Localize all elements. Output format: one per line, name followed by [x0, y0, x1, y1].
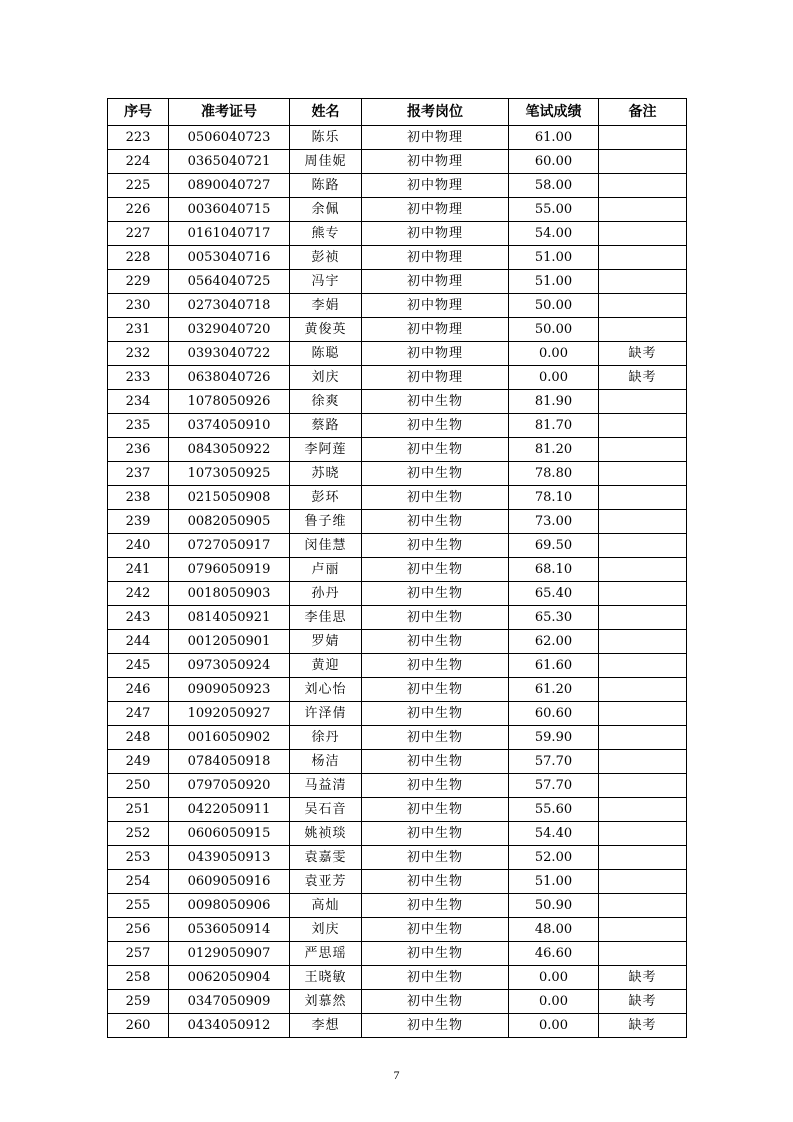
cell-ticket: 0638040726: [169, 366, 290, 390]
table-row: [108, 894, 687, 918]
cell-seq: 246: [108, 678, 169, 702]
cell-note: [599, 222, 687, 246]
cell-ticket: 0564040725: [169, 270, 290, 294]
cell-ticket: 0098050906: [169, 894, 290, 918]
cell-score: 0.00: [509, 366, 599, 390]
cell-name: 刘心怡: [290, 678, 362, 702]
cell-ticket: 0434050912: [169, 1014, 290, 1038]
table-row: [108, 534, 687, 558]
cell-ticket: 0016050902: [169, 726, 290, 750]
cell-name: 杨洁: [290, 750, 362, 774]
cell-note: [599, 846, 687, 870]
cell-name: 周佳妮: [290, 150, 362, 174]
header-post: 报考岗位: [362, 99, 509, 126]
cell-name: 陈聪: [290, 342, 362, 366]
cell-post: 初中生物: [362, 606, 509, 630]
cell-note: [599, 558, 687, 582]
cell-name: 刘慕然: [290, 990, 362, 1014]
cell-score: 65.40: [509, 582, 599, 606]
table-row: [108, 414, 687, 438]
cell-score: 65.30: [509, 606, 599, 630]
cell-score: 54.00: [509, 222, 599, 246]
cell-note: 缺考: [599, 990, 687, 1014]
table-row: [108, 462, 687, 486]
cell-post: 初中生物: [362, 774, 509, 798]
cell-name: 黄迎: [290, 654, 362, 678]
cell-note: 缺考: [599, 342, 687, 366]
cell-post: 初中生物: [362, 750, 509, 774]
cell-seq: 237: [108, 462, 169, 486]
cell-post: 初中生物: [362, 462, 509, 486]
cell-ticket: 0506040723: [169, 126, 290, 150]
cell-seq: 238: [108, 486, 169, 510]
cell-note: [599, 630, 687, 654]
cell-post: 初中物理: [362, 150, 509, 174]
cell-ticket: 0329040720: [169, 318, 290, 342]
cell-seq: 258: [108, 966, 169, 990]
table-row: [108, 726, 687, 750]
cell-seq: 247: [108, 702, 169, 726]
cell-name: 卢丽: [290, 558, 362, 582]
table-row: [108, 366, 687, 390]
cell-post: 初中生物: [362, 678, 509, 702]
table-row: [108, 486, 687, 510]
cell-note: [599, 510, 687, 534]
header-name: 姓名: [290, 99, 362, 126]
table-row: [108, 246, 687, 270]
cell-ticket: 0365040721: [169, 150, 290, 174]
cell-seq: 239: [108, 510, 169, 534]
cell-name: 李娟: [290, 294, 362, 318]
cell-seq: 230: [108, 294, 169, 318]
cell-post: 初中物理: [362, 294, 509, 318]
cell-seq: 250: [108, 774, 169, 798]
cell-note: [599, 462, 687, 486]
cell-score: 59.90: [509, 726, 599, 750]
header-ticket: 准考证号: [169, 99, 290, 126]
cell-ticket: 0036040715: [169, 198, 290, 222]
cell-ticket: 0374050910: [169, 414, 290, 438]
cell-note: [599, 798, 687, 822]
table-row: [108, 606, 687, 630]
cell-score: 0.00: [509, 1014, 599, 1038]
cell-score: 50.00: [509, 318, 599, 342]
cell-name: 袁亚芳: [290, 870, 362, 894]
table-row: [108, 150, 687, 174]
results-sheet: [107, 98, 686, 1038]
table-row: [108, 822, 687, 846]
table-row: [108, 846, 687, 870]
table-row: [108, 990, 687, 1014]
cell-post: 初中生物: [362, 438, 509, 462]
cell-score: 51.00: [509, 270, 599, 294]
table-row: [108, 918, 687, 942]
table-row: [108, 774, 687, 798]
table-row: [108, 342, 687, 366]
cell-seq: 252: [108, 822, 169, 846]
cell-post: 初中物理: [362, 126, 509, 150]
cell-seq: 248: [108, 726, 169, 750]
cell-name: 余佩: [290, 198, 362, 222]
cell-score: 81.90: [509, 390, 599, 414]
cell-ticket: 0012050901: [169, 630, 290, 654]
cell-note: [599, 750, 687, 774]
cell-score: 50.00: [509, 294, 599, 318]
header-note: 备注: [599, 99, 687, 126]
cell-score: 78.80: [509, 462, 599, 486]
cell-post: 初中生物: [362, 942, 509, 966]
cell-ticket: 0536050914: [169, 918, 290, 942]
header-score: 笔试成绩: [509, 99, 599, 126]
cell-seq: 232: [108, 342, 169, 366]
cell-note: [599, 942, 687, 966]
cell-note: [599, 438, 687, 462]
cell-score: 73.00: [509, 510, 599, 534]
cell-note: 缺考: [599, 1014, 687, 1038]
cell-score: 51.00: [509, 870, 599, 894]
table-row: [108, 654, 687, 678]
cell-post: 初中生物: [362, 918, 509, 942]
cell-note: [599, 918, 687, 942]
cell-score: 60.00: [509, 150, 599, 174]
cell-score: 0.00: [509, 966, 599, 990]
cell-name: 严思瑶: [290, 942, 362, 966]
cell-ticket: 0161040717: [169, 222, 290, 246]
cell-seq: 227: [108, 222, 169, 246]
cell-score: 61.60: [509, 654, 599, 678]
cell-name: 姚祯琰: [290, 822, 362, 846]
cell-post: 初中生物: [362, 414, 509, 438]
cell-note: [599, 246, 687, 270]
cell-note: [599, 678, 687, 702]
header-seq: 序号: [108, 99, 169, 126]
cell-note: [599, 654, 687, 678]
cell-name: 马益清: [290, 774, 362, 798]
cell-name: 彭环: [290, 486, 362, 510]
cell-seq: 235: [108, 414, 169, 438]
cell-score: 57.70: [509, 750, 599, 774]
cell-note: [599, 894, 687, 918]
cell-ticket: 0784050918: [169, 750, 290, 774]
cell-note: [599, 534, 687, 558]
cell-name: 李阿莲: [290, 438, 362, 462]
exam-results-table: [107, 98, 687, 1038]
cell-name: 鲁子维: [290, 510, 362, 534]
cell-post: 初中生物: [362, 558, 509, 582]
cell-seq: 260: [108, 1014, 169, 1038]
cell-post: 初中生物: [362, 966, 509, 990]
table-row: [108, 798, 687, 822]
cell-note: 缺考: [599, 366, 687, 390]
cell-ticket: 0797050920: [169, 774, 290, 798]
cell-seq: 226: [108, 198, 169, 222]
cell-score: 62.00: [509, 630, 599, 654]
cell-note: [599, 150, 687, 174]
cell-ticket: 1078050926: [169, 390, 290, 414]
cell-note: [599, 126, 687, 150]
cell-note: [599, 270, 687, 294]
cell-post: 初中生物: [362, 582, 509, 606]
cell-ticket: 0727050917: [169, 534, 290, 558]
cell-post: 初中生物: [362, 486, 509, 510]
cell-seq: 244: [108, 630, 169, 654]
cell-post: 初中生物: [362, 846, 509, 870]
page-number: 7: [393, 1068, 400, 1082]
cell-score: 61.20: [509, 678, 599, 702]
cell-post: 初中生物: [362, 822, 509, 846]
cell-name: 苏晓: [290, 462, 362, 486]
cell-post: 初中物理: [362, 342, 509, 366]
cell-post: 初中物理: [362, 174, 509, 198]
cell-seq: 223: [108, 126, 169, 150]
cell-score: 57.70: [509, 774, 599, 798]
cell-score: 46.60: [509, 942, 599, 966]
table-row: [108, 942, 687, 966]
cell-ticket: 1092050927: [169, 702, 290, 726]
cell-post: 初中物理: [362, 198, 509, 222]
cell-ticket: 0609050916: [169, 870, 290, 894]
cell-seq: 225: [108, 174, 169, 198]
cell-note: 缺考: [599, 966, 687, 990]
table-row: [108, 438, 687, 462]
cell-seq: 257: [108, 942, 169, 966]
cell-seq: 255: [108, 894, 169, 918]
table-row: [108, 222, 687, 246]
cell-post: 初中生物: [362, 630, 509, 654]
cell-note: [599, 822, 687, 846]
table-row: [108, 582, 687, 606]
cell-ticket: 0843050922: [169, 438, 290, 462]
cell-score: 54.40: [509, 822, 599, 846]
cell-seq: 251: [108, 798, 169, 822]
cell-post: 初中生物: [362, 726, 509, 750]
cell-ticket: 0393040722: [169, 342, 290, 366]
cell-score: 51.00: [509, 246, 599, 270]
cell-post: 初中物理: [362, 318, 509, 342]
cell-name: 王晓敏: [290, 966, 362, 990]
cell-post: 初中生物: [362, 654, 509, 678]
cell-ticket: 0273040718: [169, 294, 290, 318]
table-row: [108, 390, 687, 414]
cell-seq: 259: [108, 990, 169, 1014]
cell-name: 刘庆: [290, 918, 362, 942]
cell-note: [599, 726, 687, 750]
cell-seq: 224: [108, 150, 169, 174]
cell-post: 初中物理: [362, 366, 509, 390]
cell-score: 69.50: [509, 534, 599, 558]
cell-note: [599, 870, 687, 894]
cell-note: [599, 582, 687, 606]
cell-seq: 256: [108, 918, 169, 942]
cell-name: 闵佳慧: [290, 534, 362, 558]
cell-name: 许泽倩: [290, 702, 362, 726]
cell-note: [599, 606, 687, 630]
cell-post: 初中生物: [362, 390, 509, 414]
cell-name: 彭祯: [290, 246, 362, 270]
cell-post: 初中生物: [362, 990, 509, 1014]
cell-ticket: 0215050908: [169, 486, 290, 510]
cell-seq: 243: [108, 606, 169, 630]
cell-name: 蔡路: [290, 414, 362, 438]
cell-ticket: 0129050907: [169, 942, 290, 966]
cell-note: [599, 390, 687, 414]
cell-ticket: 0814050921: [169, 606, 290, 630]
table-row: [108, 198, 687, 222]
cell-ticket: 0062050904: [169, 966, 290, 990]
table-row: [108, 510, 687, 534]
cell-score: 0.00: [509, 342, 599, 366]
cell-score: 81.20: [509, 438, 599, 462]
cell-ticket: 0890040727: [169, 174, 290, 198]
cell-name: 徐爽: [290, 390, 362, 414]
cell-seq: 245: [108, 654, 169, 678]
cell-note: [599, 294, 687, 318]
cell-post: 初中生物: [362, 534, 509, 558]
cell-seq: 236: [108, 438, 169, 462]
cell-score: 60.60: [509, 702, 599, 726]
table-row: [108, 558, 687, 582]
table-header-row: [108, 99, 687, 126]
table-row: [108, 318, 687, 342]
cell-seq: 229: [108, 270, 169, 294]
cell-note: [599, 198, 687, 222]
cell-ticket: 0347050909: [169, 990, 290, 1014]
table-row: [108, 270, 687, 294]
cell-post: 初中物理: [362, 222, 509, 246]
cell-post: 初中生物: [362, 870, 509, 894]
cell-seq: 231: [108, 318, 169, 342]
table-row: [108, 678, 687, 702]
cell-score: 50.90: [509, 894, 599, 918]
cell-name: 吴石音: [290, 798, 362, 822]
cell-name: 黄俊英: [290, 318, 362, 342]
table-row: [108, 966, 687, 990]
cell-seq: 234: [108, 390, 169, 414]
cell-seq: 242: [108, 582, 169, 606]
table-body: [108, 126, 687, 1038]
cell-name: 李想: [290, 1014, 362, 1038]
cell-name: 陈乐: [290, 126, 362, 150]
cell-score: 55.60: [509, 798, 599, 822]
cell-note: [599, 486, 687, 510]
cell-note: [599, 414, 687, 438]
cell-name: 刘庆: [290, 366, 362, 390]
cell-ticket: 0082050905: [169, 510, 290, 534]
cell-score: 78.10: [509, 486, 599, 510]
cell-score: 61.00: [509, 126, 599, 150]
cell-name: 李佳思: [290, 606, 362, 630]
cell-post: 初中物理: [362, 246, 509, 270]
table-row: [108, 750, 687, 774]
cell-ticket: 1073050925: [169, 462, 290, 486]
cell-score: 58.00: [509, 174, 599, 198]
table-row: [108, 174, 687, 198]
table-row: [108, 630, 687, 654]
cell-post: 初中物理: [362, 270, 509, 294]
table-row: [108, 1014, 687, 1038]
cell-ticket: 0909050923: [169, 678, 290, 702]
cell-score: 68.10: [509, 558, 599, 582]
cell-ticket: 0018050903: [169, 582, 290, 606]
cell-post: 初中生物: [362, 894, 509, 918]
cell-score: 81.70: [509, 414, 599, 438]
cell-score: 48.00: [509, 918, 599, 942]
cell-post: 初中生物: [362, 798, 509, 822]
cell-name: 徐丹: [290, 726, 362, 750]
cell-score: 52.00: [509, 846, 599, 870]
cell-name: 陈路: [290, 174, 362, 198]
cell-note: [599, 318, 687, 342]
cell-name: 袁嘉雯: [290, 846, 362, 870]
cell-post: 初中生物: [362, 510, 509, 534]
cell-seq: 253: [108, 846, 169, 870]
cell-seq: 228: [108, 246, 169, 270]
cell-name: 孙丹: [290, 582, 362, 606]
cell-ticket: 0439050913: [169, 846, 290, 870]
cell-ticket: 0053040716: [169, 246, 290, 270]
cell-seq: 240: [108, 534, 169, 558]
cell-post: 初中生物: [362, 702, 509, 726]
table-row: [108, 702, 687, 726]
table-row: [108, 294, 687, 318]
cell-score: 55.00: [509, 198, 599, 222]
cell-seq: 233: [108, 366, 169, 390]
cell-note: [599, 702, 687, 726]
cell-name: 冯宇: [290, 270, 362, 294]
table-row: [108, 126, 687, 150]
cell-name: 熊专: [290, 222, 362, 246]
cell-ticket: 0973050924: [169, 654, 290, 678]
cell-seq: 241: [108, 558, 169, 582]
cell-ticket: 0796050919: [169, 558, 290, 582]
cell-note: [599, 774, 687, 798]
cell-seq: 249: [108, 750, 169, 774]
cell-score: 0.00: [509, 990, 599, 1014]
cell-note: [599, 174, 687, 198]
cell-name: 罗婧: [290, 630, 362, 654]
cell-ticket: 0606050915: [169, 822, 290, 846]
table-row: [108, 870, 687, 894]
cell-name: 高灿: [290, 894, 362, 918]
cell-ticket: 0422050911: [169, 798, 290, 822]
cell-post: 初中生物: [362, 1014, 509, 1038]
cell-seq: 254: [108, 870, 169, 894]
